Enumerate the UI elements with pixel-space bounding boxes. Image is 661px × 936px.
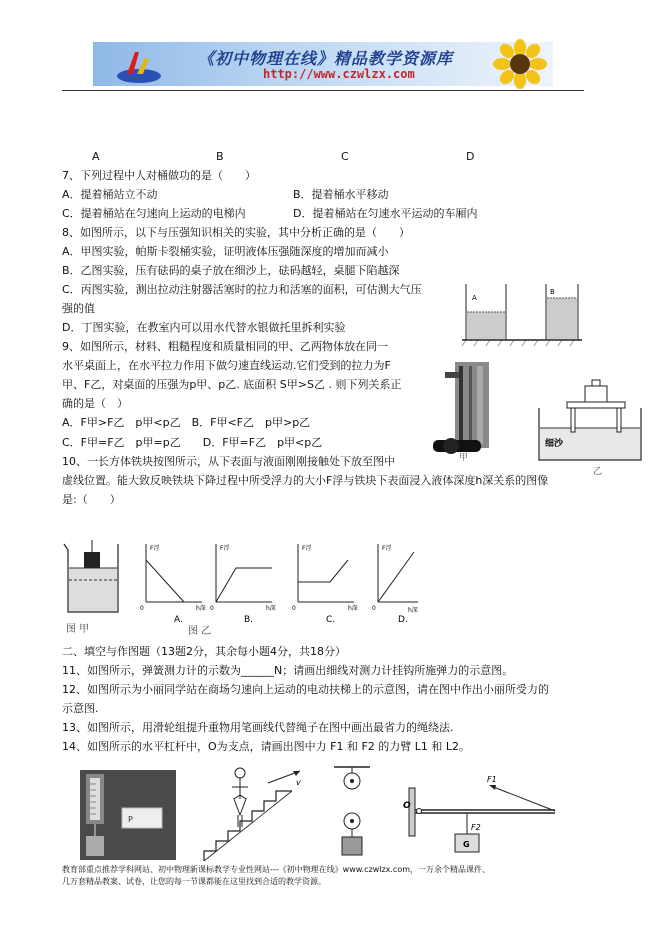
- graph-d-y-label: F浮: [382, 545, 392, 552]
- graph-b-label: B.: [244, 615, 254, 625]
- force-f1-label: F1: [487, 775, 497, 784]
- q11-text: 11、如图所示，弹簧测力计的示数为______N；请画出细线对测力计挂钩所施弹力的示意图。: [62, 664, 514, 677]
- graph-d-label: D.: [398, 615, 408, 625]
- header-rule: [62, 90, 584, 91]
- graph-b-origin: 0: [210, 605, 214, 612]
- q9-line-1: 9、如图所示，材料、粗糙程度和质量相同的甲、乙两物体放在同一: [62, 340, 388, 353]
- q10-line-1: 10、一长方体铁块按图所示，从下表面与液面刚刚接触处下放至图中: [62, 455, 395, 468]
- q8-option-c-cont: 强的值: [62, 302, 95, 315]
- graph-a-origin: 0: [140, 605, 144, 612]
- photo-yi-label: 乙: [593, 467, 603, 477]
- footer-line-2: 几万套精品教案、试卷，让您的每一节课都能在这里找到合适的教学资源。: [62, 877, 326, 886]
- banner-title: 《初中物理在线》精品教学资源库: [198, 49, 454, 68]
- velocity-label: v: [296, 778, 301, 787]
- q9-line-3: 甲、F乙，对桌面的压强为p甲、p乙. 底面积 S甲>S乙 . 则下列关系正: [62, 378, 402, 391]
- svg-text:P: P: [128, 815, 133, 824]
- container-a-label: A: [472, 294, 477, 302]
- q7-option-a: A．提着桶站立不动: [62, 188, 158, 201]
- pivot-o-label: O: [403, 801, 411, 811]
- sunflower-icon: [488, 42, 553, 86]
- q9-options-cd: C．F甲=F乙 p甲=p乙 D．F甲=F乙 p甲<p乙: [62, 436, 323, 449]
- q7-option-c: C．提着桶站在匀速向上运动的电梯内: [62, 207, 246, 220]
- q7-option-b: B．提着桶水平移动: [293, 188, 389, 201]
- q8-option-d: D．丁图实验，在教室内可以用水代替水银做托里拆利实验: [62, 321, 346, 334]
- q10-line-2: 虚线位置。能大致反映铁块下降过程中所受浮力的大小F浮与铁块下表面浸入液体深度h深关系的图像: [62, 474, 549, 487]
- q9-line-4: 确的是（ ）: [62, 397, 128, 410]
- header-banner: [93, 42, 553, 86]
- escalator-figure: [200, 765, 320, 865]
- logo-icon: [115, 46, 165, 84]
- fig-jia-label: 图 甲: [66, 624, 90, 635]
- sand-label: 细沙: [545, 439, 564, 449]
- q6-option-c: C: [341, 150, 349, 163]
- photo-jia-label: 甲: [459, 453, 469, 463]
- buoyancy-figures: [60, 540, 420, 636]
- q12-text-cont: 示意图.: [62, 702, 99, 715]
- spring-scale-photo: [80, 770, 176, 860]
- container-b-label: B: [550, 288, 555, 296]
- graph-d-origin: 0: [372, 605, 376, 612]
- q14-text: 14、如图所示的水平杠杆中，O为支点，请画出图中力 F1 和 F2 的力臂 L1 和 L2。: [62, 740, 471, 753]
- q8-option-a: A．甲图实验，帕斯卡裂桶实验，证明液体压强随深度的增加而减小: [62, 245, 389, 258]
- barometer-photo: [425, 358, 525, 466]
- q12-text: 12、如图所示为小丽同学站在商场匀速向上运动的电动扶梯上的示意图，请在图中作出小丽所受力的: [62, 683, 549, 696]
- graph-c-label: C.: [326, 615, 336, 625]
- containers-figure: [462, 280, 582, 350]
- q9-line-2: 水平桌面上，在水平拉力作用下做匀速直线运动.它们受到的拉力为F: [62, 359, 391, 372]
- section2-title: 二、填空与作图题（13题2分，其余每小题4分，共18分）: [62, 645, 346, 658]
- footer-line-1: 教育部重点推荐学科网站、初中物理新课标教学专业性网站---《初中物理在线》www.czwlzx.com，一万余个精品课件、: [62, 865, 491, 874]
- fig-yi-label: 图 乙: [188, 626, 212, 637]
- q7-stem: 7、下列过程中人对桶做功的是（ ）: [62, 169, 256, 182]
- q9-options-ab: A．F甲>F乙 p甲<p乙 B．F甲<F乙 p甲>p乙: [62, 416, 311, 429]
- banner-url[interactable]: http://www.czwlzx.com: [263, 67, 415, 81]
- graph-c-origin: 0: [292, 605, 296, 612]
- graph-c-x-label: h深: [348, 605, 358, 612]
- q13-text: 13、如图所示，用滑轮组提升重物用笔画线代替绳子在图中画出最省力的绳绕法.: [62, 721, 454, 734]
- q8-option-c: C．丙图实验，测出拉动注射器活塞时的拉力和活塞的面积，可估测大气压: [62, 283, 422, 296]
- weight-g-label: G: [463, 840, 470, 849]
- q8-option-b: B．乙图实验，压有砝码的桌子放在细沙上，砝码越轻，桌腿下陷越深: [62, 264, 400, 277]
- graph-d-x-label: h深: [408, 607, 418, 614]
- q10-line-3: 是:（ ）: [62, 493, 121, 506]
- graph-a-label: A.: [174, 615, 183, 625]
- graph-b-y-label: F浮: [220, 545, 230, 552]
- graph-b-x-label: h深: [266, 605, 276, 612]
- q6-option-d: D: [466, 150, 475, 163]
- sand-table-figure: [537, 372, 647, 477]
- q7-option-d: D．提着桶站在匀速水平运动的车厢内: [293, 207, 478, 220]
- q6-option-a: A: [92, 150, 100, 163]
- graph-a-y-label: F浮: [150, 545, 160, 552]
- graph-c-y-label: F浮: [302, 545, 312, 552]
- q6-option-b: B: [216, 150, 224, 163]
- graph-a-x-label: h深: [196, 605, 206, 612]
- force-f2-label: F2: [471, 823, 481, 832]
- q8-stem: 8、如图所示，以下与压强知识相关的实验，其中分析正确的是（ ）: [62, 226, 410, 239]
- lever-figure: [405, 770, 575, 860]
- pulley-figure: [330, 765, 374, 865]
